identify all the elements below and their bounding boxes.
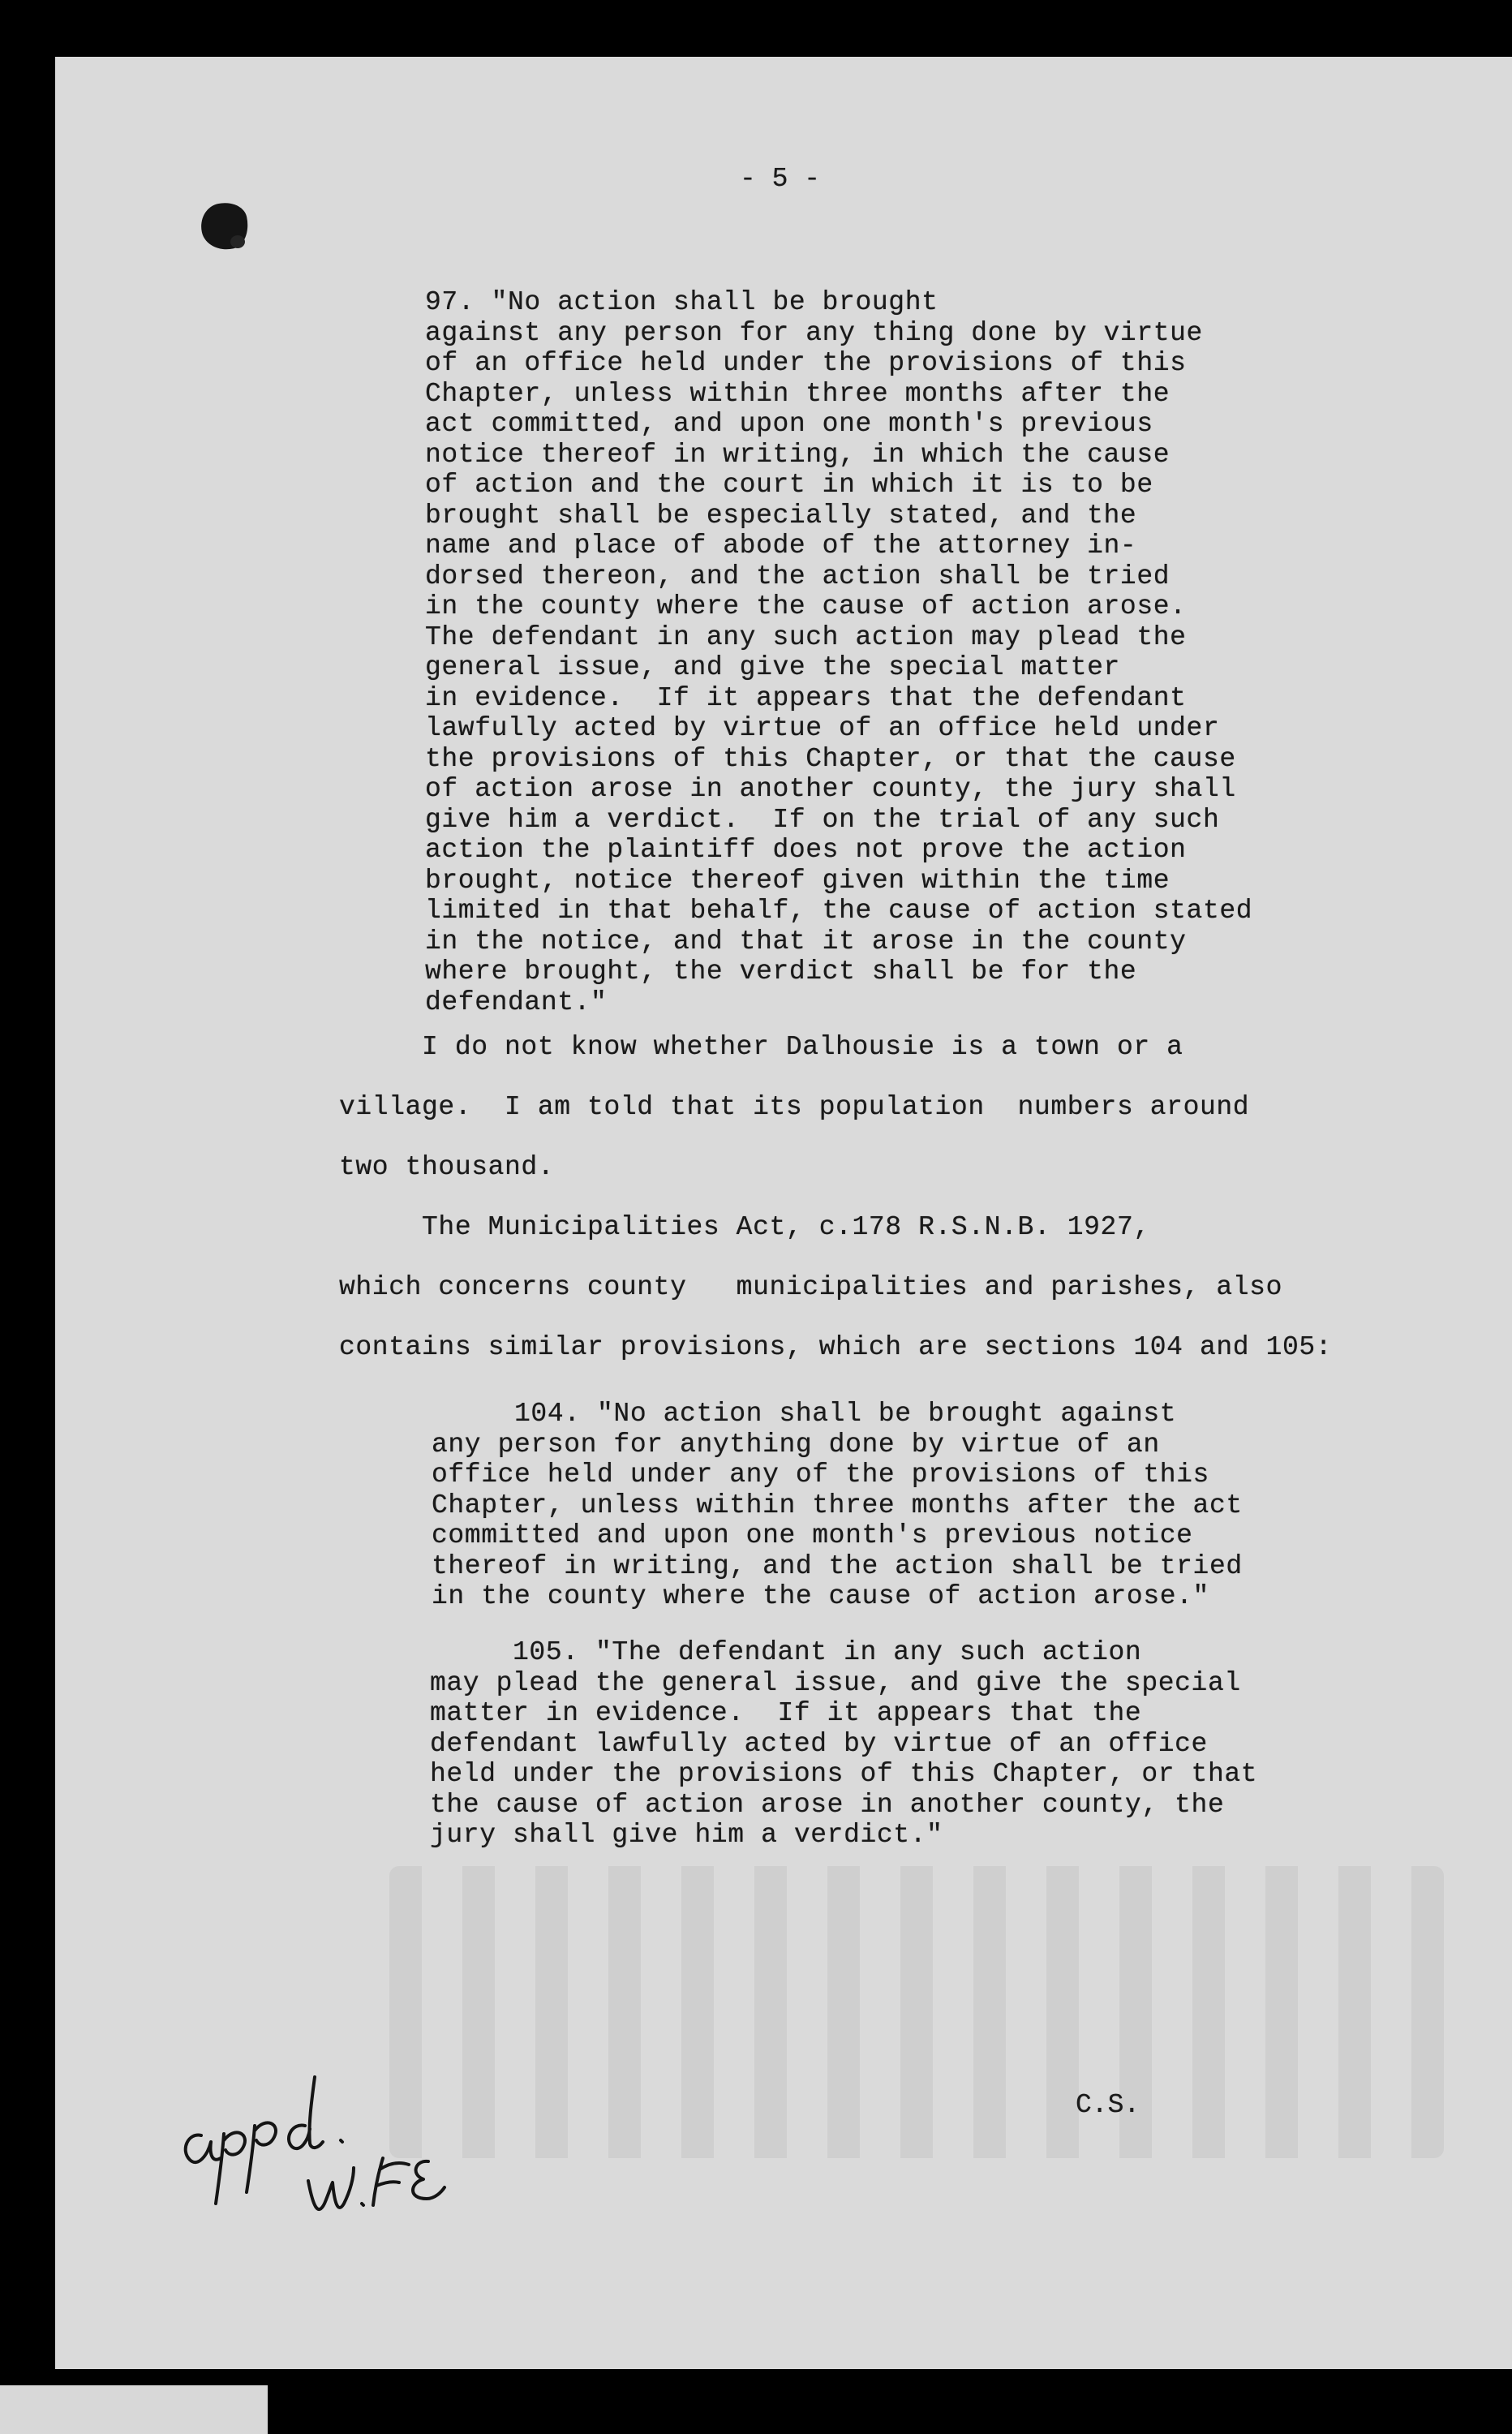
typed-initials: C.S. xyxy=(1076,2090,1140,2120)
paragraph-dalhousie: I do not know whether Dalhousie is a town or a village. I am told that its population numbers around two thousand. xyxy=(339,1032,1250,1182)
quoted-section-104: 104. "No action shall be brought against any person for anything done by virtue of an office held under any of the provisions of this Chapter, unless within three months after the act committed and upon one month's previous notice thereof in writing, and the action shall be tried in the county where the cause of action arose." xyxy=(432,1399,1243,1611)
page-number: - 5 - xyxy=(740,164,821,194)
quoted-section-105: 105. "The defendant in any such action may plead the general issue, and give the special matter in evidence. If it appears that the defendant lawfully acted by virtue of an office held under the provisions of this Chapter, or that the cause of action arose in another county, the jury shall give him a verdict." xyxy=(430,1637,1258,1850)
page-edge-strip xyxy=(0,2385,268,2434)
paragraph-municipalities-act: The Municipalities Act, c.178 R.S.N.B. 1927, which concerns county municipalities and parishes, also contains similar provisions, which are sections 104 and 105: xyxy=(339,1212,1333,1362)
handwritten-approval-icon xyxy=(170,2012,487,2223)
quoted-section-97: 97. "No action shall be brought against any person for any thing done by virtue of an office held under the provisions of this Chapter, unless within three months after the act committed, and upon one month's previous notice thereof in writing, in which the cause of action and the court in which it is to be brought shall be especially stated, and the name and place of abode of the attorney in- dorsed thereon, and the action shall be tried in the county where the cause of action arose. The defendant in any such action may plead the general issue, and give the special matter in evidence. If it appears that the defendant lawfully acted by virtue of an office held under the provisions of this Chapter, or that the cause of action arose in another county, the jury shall give him a verdict. If on the trial of any such action the plaintiff does not prove the action brought, notice thereof given within the time limited in that behalf, the cause of action stated in the notice, and that it arose in the county where brought, the verdict shall be for the defendant." xyxy=(425,287,1253,1017)
faint-bleedthrough-stamp xyxy=(389,1866,1444,2158)
ink-blot-drip xyxy=(230,235,245,248)
handwritten-approval-signature xyxy=(170,2012,487,2223)
